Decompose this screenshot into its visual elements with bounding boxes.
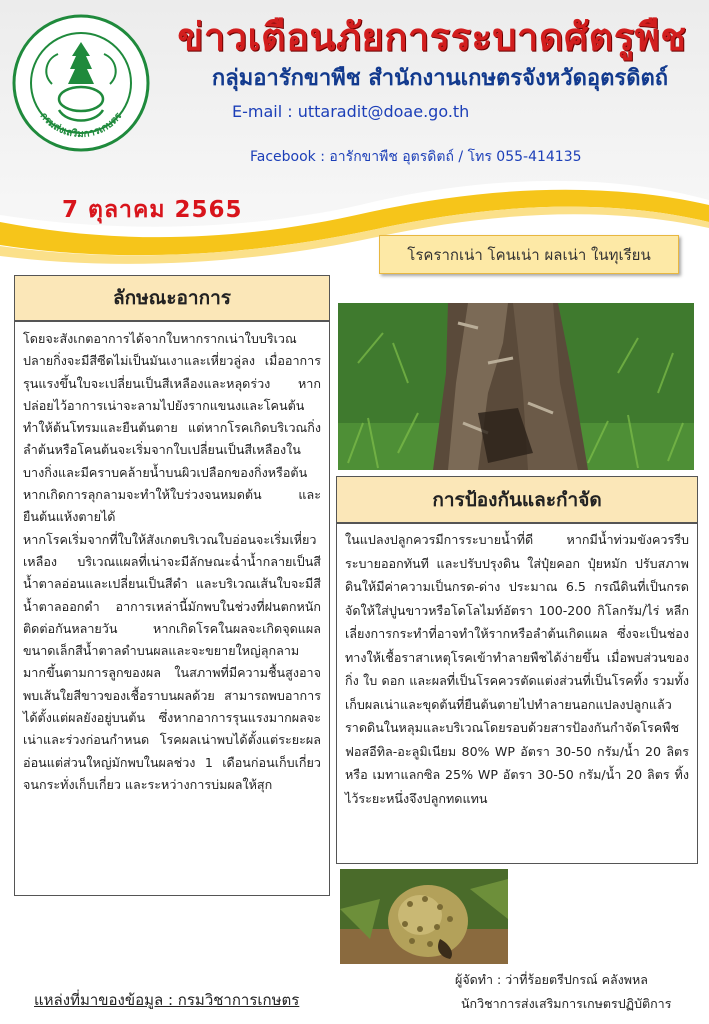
author-position-text: นักวิชาการส่งเสริมการเกษตรปฏิบัติการ [461, 996, 672, 1011]
durian-fruit-photo [340, 869, 508, 964]
symptoms-heading: ลักษณะอาการ [14, 275, 330, 321]
durian-trunk-photo [338, 303, 694, 470]
email-text: E-mail : uttaradit@doae.go.th [232, 102, 470, 121]
symptoms-paragraph-1: โดยจะสังเกตอาการได้จากใบหากรากเน่าใบบริเวณปลายกิ่งจะมีสีซีดไม่เป็นมันเงาและเหี่ยวลู่ลง เมื่ออาการรุนแรงขึ้นใบจะเปลี่ยนเป็นสีเหลืองและหลุดร่วง หากปล่อยไว้อาการเน่าจะลามไปยังรากแขนงและโคนต้นทำให้ต้นโทรมและยืนต้นตาย แต่หากโรคเกิดบริเวณกิ่ง ลำต้นหรือโคนต้นจะเริ่มจากใบเปลี่ยนเป็นสีเหลืองในบางกิ่งและมีคราบคล้ายน้ำบนผิวเปลือกของกิ่งหรือต้น หากเกิดการลุกลามจะทำให้ใบร่วงจนหมดต้น และยืนต้นแห้งตายได้ [23, 331, 321, 525]
issue-date: 7 ตุลาคม 2565 [62, 197, 243, 223]
symptoms-text-box [14, 321, 330, 896]
prevention-paragraph: ในแปลงปลูกควรมีการระบายน้ำที่ดี หากมีน้ำท่วมขังควรรีบระบายออกทันที และปรับปรุงดิน ใส่ปุ๋ยคอก ปุ๋ยหมัก ปรับสภาพดินให้มีค่าความเป็นกรด-ด่าง ประมาณ 6.5 กรณีดินที่เป็นกรดจัดให้ใส่ปูนขาวหรือโดโลไมท์อัตรา 100-200 กิโลกรัม/ไร่ หลีกเลี่ยงการกระทำที่อาจทำให้รากหรือลำต้นเกิดแผล ซึ่งจะเป็นช่องทางให้เชื้อราสาเหตุโรคเข้าทำลายพืชได้ง่ายขึ้น เมื่อพบส่วนของกิ่ง ใบ ดอก และผลที่เป็นโรคควรตัดแต่งส่วนที่เป็นโรคทิ้ง รวมทั้งเก็บผลเน่าและขุดต้นที่ยืนต้นตายไปทำลายนอกแปลงปลูกแล้วราดดินในหลุมและบริเวณโดยรอบด้วยสารป้องกันกำจัดโรคพืช ฟอสอีทิล-อะลูมิเนียม 80% WP อัตรา 30-50 กรัม/น้ำ 20 ลิตร หรือ เมทาแลกซิล 25% WP อัตรา 30-50 กรัม/น้ำ 20 ลิตร ทิ้งไว้ระยะหนึ่งจึงปลูกทดแทน [345, 532, 689, 806]
facebook-contact-text: Facebook : อารักขาพืช อุตรดิตถ์ / โทร 055-414135 [250, 149, 582, 165]
prevention-text-box [336, 522, 698, 864]
doae-logo [12, 14, 150, 152]
prevention-heading: การป้องกันและกำจัด [336, 476, 698, 524]
page-subtitle: กลุ่มอารักขาพืช สำนักงานเกษตรจังหวัดอุตรดิตถ์ [211, 66, 669, 91]
data-source-text: แหล่งที่มาของข้อมูล : กรมวิชาการเกษตร [34, 991, 300, 1009]
disease-topic-banner: โรครากเน่า โคนเน่า ผลเน่า ในทุเรียน [379, 235, 679, 274]
author-text: ผู้จัดทำ : ว่าที่ร้อยตรีปกรณ์ คลังพหล [455, 972, 648, 987]
svg-text:กรมส่งเสริมการเกษตร: กรมส่งเสริมการเกษตร [37, 110, 125, 140]
symptoms-paragraph-2: หากโรคเริ่มจากที่ใบให้สังเกตบริเวณใบอ่อนจะเริ่มเหี่ยว เหลือง บริเวณแผลที่เน่าจะมีลักษณะฉ่ำน้ำกลายเป็นสีน้ำตาลอ่อนและเปลี่ยนเป็นสีดำ และบริเวณเส้นใบจะมีสีน้ำตาลออกดำ อาการเหล่านี้มักพบในช่วงที่ฝนตกหนักติดต่อกันหลายวัน หากเกิดโรคในผลจะเกิดจุดแผลขนาดเล็กสีน้ำตาลดำบนผลและจะขยายใหญ่ลุกลามมากขึ้นตามการลูกของผล ในสภาพที่มีความชื้นสูงอาจพบเส้นใยสีขาวของเชื้อราบนผลด้วย สามารถพบอาการได้ตั้งแต่ผลยังอยู่บนต้น ซึ่งหากอาการรุนแรงมากผลจะเน่าและร่วงก่อนกำหนด โรคผลเน่าพบได้ตั้งแต่ระยะผลอ่อนแต่ส่วนใหญ่มักพบในผลช่วง 1 เดือนก่อนเก็บเกี่ยวจนกระทั่งเก็บเกี่ยว และระหว่างการบ่มผลให้สุก [23, 531, 321, 792]
page-title: ข่าวเตือนภัยการระบาดศัตรูพืช [177, 15, 687, 59]
